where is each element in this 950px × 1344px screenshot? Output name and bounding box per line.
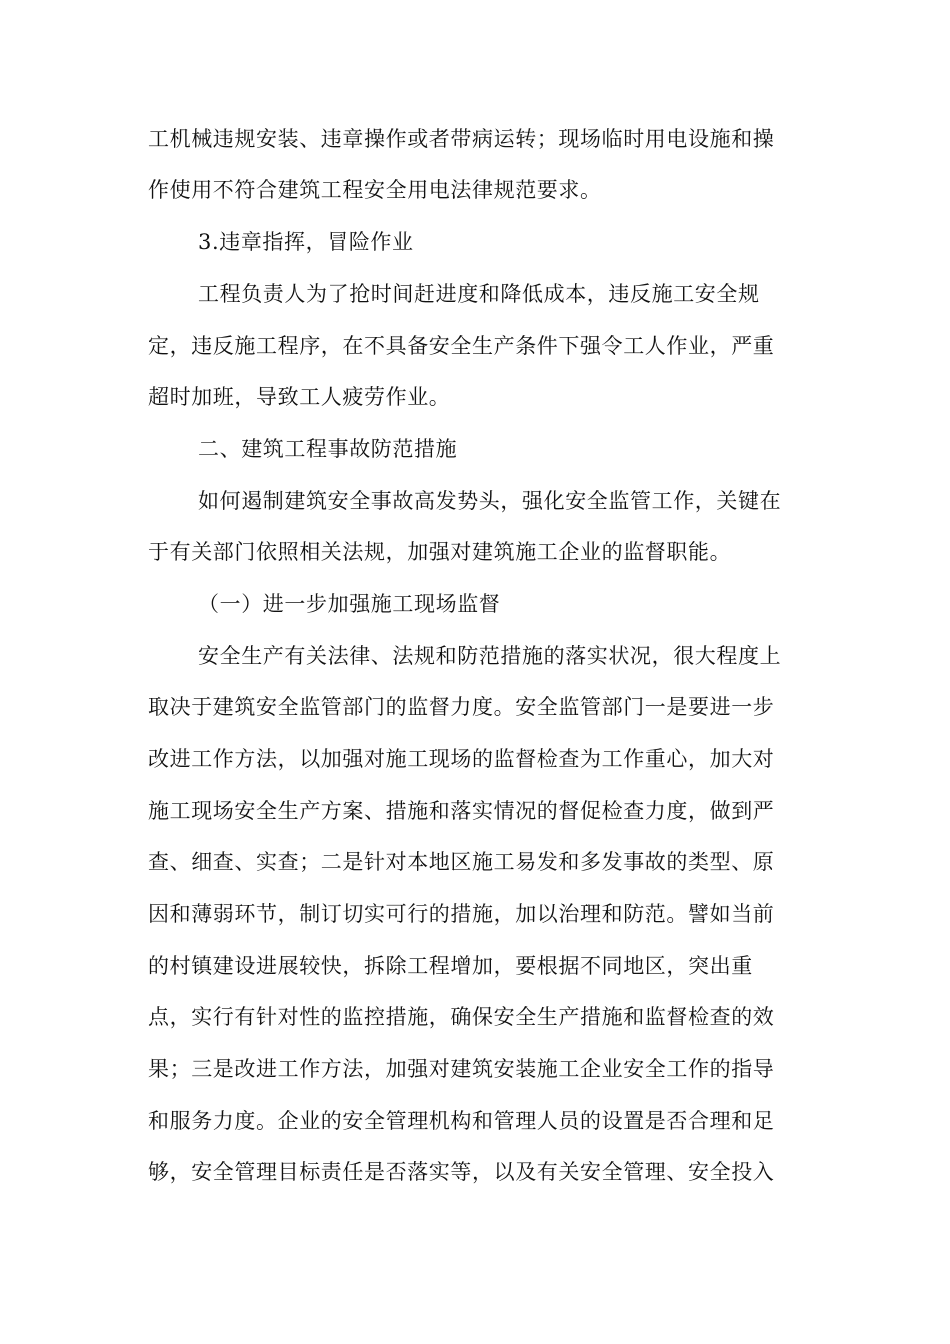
body-text-line: 定，违反施工程序，在不具备安全生产条件下强令工人作业，严重 [148,334,775,358]
paragraph-first-line: 工程负责人为了抢时间赶进度和降低成本，违反施工安全规 [198,282,760,306]
body-text-line: 因和薄弱环节，制订切实可行的措施，加以治理和防范。譬如当前 [148,902,775,926]
paragraph-first-line: 安全生产有关法律、法规和防范措施的落实状况，很大程度上 [198,644,782,668]
body-text-line: 和服务力度。企业的安全管理机构和管理人员的设置是否合理和足 [148,1109,775,1133]
body-text-line: 够，安全管理目标责任是否落实等，以及有关安全管理、安全投入 [148,1160,775,1184]
section-heading: 3.违章指挥，冒险作业 [198,230,414,254]
body-text-line: 的村镇建设进展较快，拆除工程增加，要根据不同地区，突出重 [148,954,753,978]
body-text-line: 查、细查、实查；二是针对本地区施工易发和多发事故的类型、原 [148,850,775,874]
paragraph-first-line: 如何遏制建筑安全事故高发势头，强化安全监管工作，关键在 [198,489,782,513]
body-text-line: 点，实行有针对性的监控措施，确保安全生产措施和监督检查的效 [148,1005,775,1029]
body-text-line: 超时加班，导致工人疲劳作业。 [148,385,451,409]
body-text-line: 果；三是改进工作方法，加强对建筑安装施工企业安全工作的指导 [148,1057,775,1081]
subsection-heading: （一）进一步加强施工现场监督 [198,592,501,616]
body-text-line: 作使用不符合建筑工程安全用电法律规范要求。 [148,178,602,202]
body-text-line: 施工现场安全生产方案、措施和落实情况的督促检查力度，做到严 [148,799,775,823]
body-text-line: 取决于建筑安全监管部门的监督力度。安全监管部门一是要进一步 [148,695,775,719]
body-text-line: 于有关部门依照相关法规，加强对建筑施工企业的监督职能。 [148,540,732,564]
body-text-line: 改进工作方法，以加强对施工现场的监督检查为工作重心，加大对 [148,747,775,771]
section-heading: 二、建筑工程事故防范措施 [198,437,458,461]
body-text-line: 工机械违规安装、违章操作或者带病运转；现场临时用电设施和操 [148,127,775,151]
